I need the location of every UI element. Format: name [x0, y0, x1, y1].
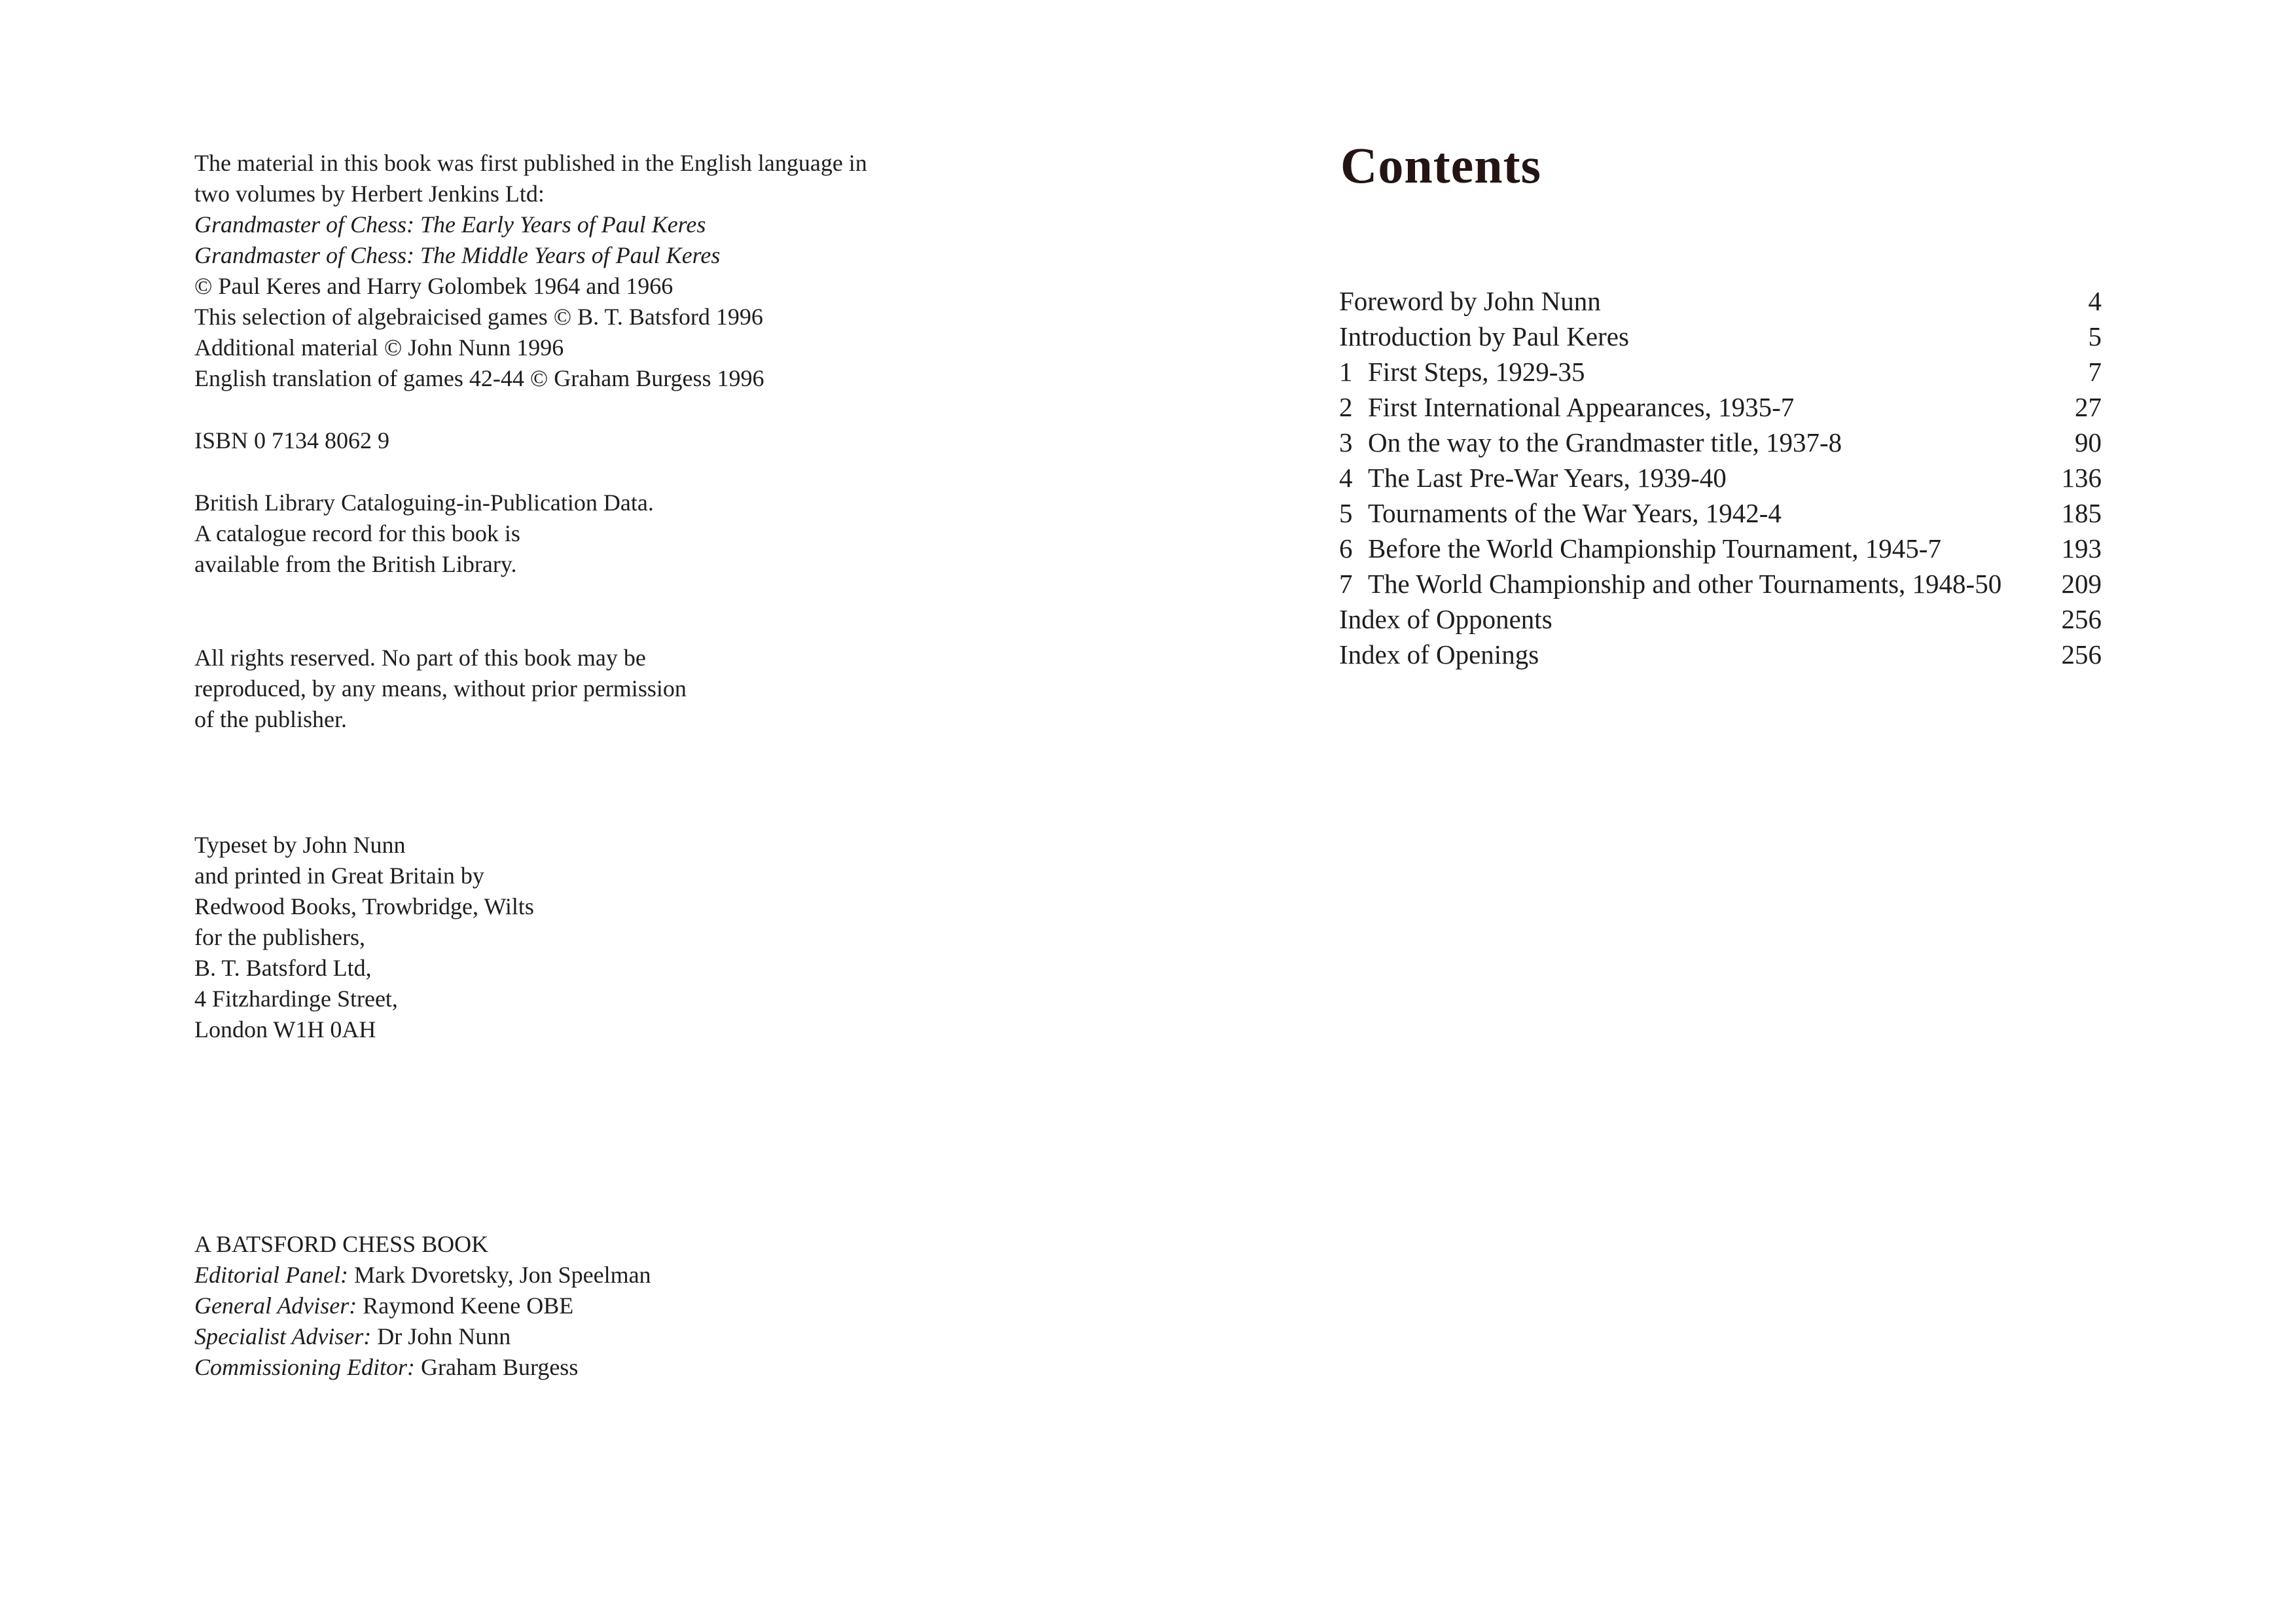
toc-entry: [1339, 356, 2102, 391]
rights-line: of the publisher.: [194, 706, 347, 732]
page-number: 209: [2061, 569, 2102, 599]
toc-entry: [1339, 568, 2102, 603]
isbn-block: [194, 425, 389, 456]
publication-line: two volumes by Herbert Jenkins Ltd:: [194, 181, 545, 207]
typeset-line: and printed in Great Britain by: [194, 863, 484, 889]
toc-entry-label: [1339, 427, 1842, 458]
page-number: 27: [2075, 392, 2102, 422]
toc-title: Introduction by Paul Keres: [1339, 321, 1629, 351]
volume-title: Grandmaster of Chess: The Early Years of Paul Keres: [194, 211, 706, 238]
page-number: 136: [2061, 463, 2102, 493]
toc-entry: [1339, 391, 2102, 427]
chapter-number: 7: [1339, 569, 1353, 599]
toc-title: Index of Opponents: [1339, 604, 1552, 634]
series-block: [194, 1229, 651, 1383]
typeset-line: London W1H 0AH: [194, 1016, 376, 1043]
credit-role: General Adviser:: [194, 1293, 357, 1319]
typeset-line: 4 Fitzhardinge Street,: [194, 986, 398, 1012]
credit-role: Specialist Adviser:: [194, 1323, 372, 1349]
copyright-line: © Paul Keres and Harry Golombek 1964 and 1966: [194, 273, 673, 299]
toc-entry-label: [1339, 497, 1782, 529]
toc-entry: [1339, 497, 2102, 533]
rights-block: [194, 643, 687, 735]
contents-title: Contents: [1340, 137, 1542, 194]
cip-line: British Library Cataloguing-in-Publication Data.: [194, 490, 654, 516]
chapter-number: 2: [1339, 392, 1353, 422]
series-credit: [194, 1321, 651, 1352]
toc-title: On the way to the Grandmaster title, 1937-8: [1368, 427, 1842, 457]
toc-entry: [1339, 427, 2102, 462]
series-title: A BATSFORD CHESS BOOK: [194, 1231, 489, 1257]
publication-history: [194, 148, 867, 394]
copyright-line: This selection of algebraicised games © B. T. Batsford 1996: [194, 304, 763, 330]
toc-entry: [1339, 603, 2102, 639]
cip-block: [194, 488, 654, 580]
credit-role: Commissioning Editor:: [194, 1354, 416, 1380]
typeset-line: for the publishers,: [194, 924, 365, 950]
right-page-contents: [1148, 0, 2296, 1623]
page-number: 7: [2088, 357, 2102, 387]
toc-entry-label: [1339, 639, 1539, 670]
copyright-line: English translation of games 42-44 © Graham Burgess 1996: [194, 365, 764, 391]
toc-entry: [1339, 533, 2102, 568]
toc-entry: [1339, 285, 2102, 321]
toc-title: Before the World Championship Tournament, 1945-7: [1368, 533, 1941, 563]
volume-title: Grandmaster of Chess: The Middle Years of Paul Keres: [194, 242, 721, 268]
cip-line: A catalogue record for this book is: [194, 520, 520, 546]
page-number: 185: [2061, 498, 2102, 528]
cip-line: available from the British Library.: [194, 551, 517, 577]
page-number: 256: [2061, 604, 2102, 634]
toc-title: The Last Pre-War Years, 1939-40: [1368, 463, 1727, 493]
credit-name: Mark Dvoretsky, Jon Speelman: [348, 1262, 651, 1288]
series-credit: [194, 1260, 651, 1291]
credit-name: Graham Burgess: [415, 1354, 579, 1380]
toc-title: First International Appearances, 1935-7: [1368, 392, 1795, 422]
toc-entry: [1339, 462, 2102, 497]
toc-title: First Steps, 1929-35: [1368, 357, 1585, 387]
typeset-block: [194, 830, 534, 1045]
typeset-line: Redwood Books, Trowbridge, Wilts: [194, 893, 534, 919]
toc-entry-label: [1339, 603, 1552, 635]
chapter-number: 5: [1339, 498, 1353, 528]
chapter-number: 6: [1339, 533, 1353, 563]
toc-title: The World Championship and other Tournaments, 1948-50: [1368, 569, 2002, 599]
toc-entry-label: [1339, 356, 1585, 387]
contents-list: [1339, 285, 2102, 674]
toc-entry: [1339, 321, 2102, 356]
toc-title: Index of Openings: [1339, 639, 1539, 669]
page-number: 256: [2061, 639, 2102, 669]
series-credit: [194, 1352, 651, 1383]
credit-name: Dr John Nunn: [371, 1323, 511, 1349]
toc-entry-label: [1339, 391, 1794, 423]
chapter-number: 4: [1339, 463, 1353, 493]
copyright-line: Additional material © John Nunn 1996: [194, 334, 564, 361]
page-number: 90: [2075, 427, 2102, 457]
page-number: 193: [2061, 533, 2102, 563]
toc-entry-label: [1339, 321, 1629, 352]
page-number: 5: [2088, 321, 2102, 351]
toc-entry-label: [1339, 533, 1941, 564]
credit-role: Editorial Panel:: [194, 1262, 348, 1288]
toc-entry: [1339, 639, 2102, 674]
chapter-number: 1: [1339, 357, 1353, 387]
series-credit: [194, 1291, 651, 1321]
toc-entry-label: [1339, 462, 1727, 493]
typeset-line: B. T. Batsford Ltd,: [194, 955, 372, 981]
rights-line: All rights reserved. No part of this book may be: [194, 645, 646, 671]
typeset-line: Typeset by John Nunn: [194, 832, 406, 858]
credit-name: Raymond Keene OBE: [357, 1293, 574, 1319]
isbn: ISBN 0 7134 8062 9: [194, 427, 390, 454]
publication-line: The material in this book was first published in the English language in: [194, 150, 867, 176]
page-number: 4: [2088, 286, 2102, 316]
rights-line: reproduced, by any means, without prior permission: [194, 675, 687, 702]
chapter-number: 3: [1339, 427, 1353, 457]
toc-entry-label: [1339, 568, 2001, 599]
toc-entry-label: [1339, 285, 1601, 317]
toc-title: Foreword by John Nunn: [1339, 286, 1601, 316]
toc-title: Tournaments of the War Years, 1942-4: [1368, 498, 1782, 528]
